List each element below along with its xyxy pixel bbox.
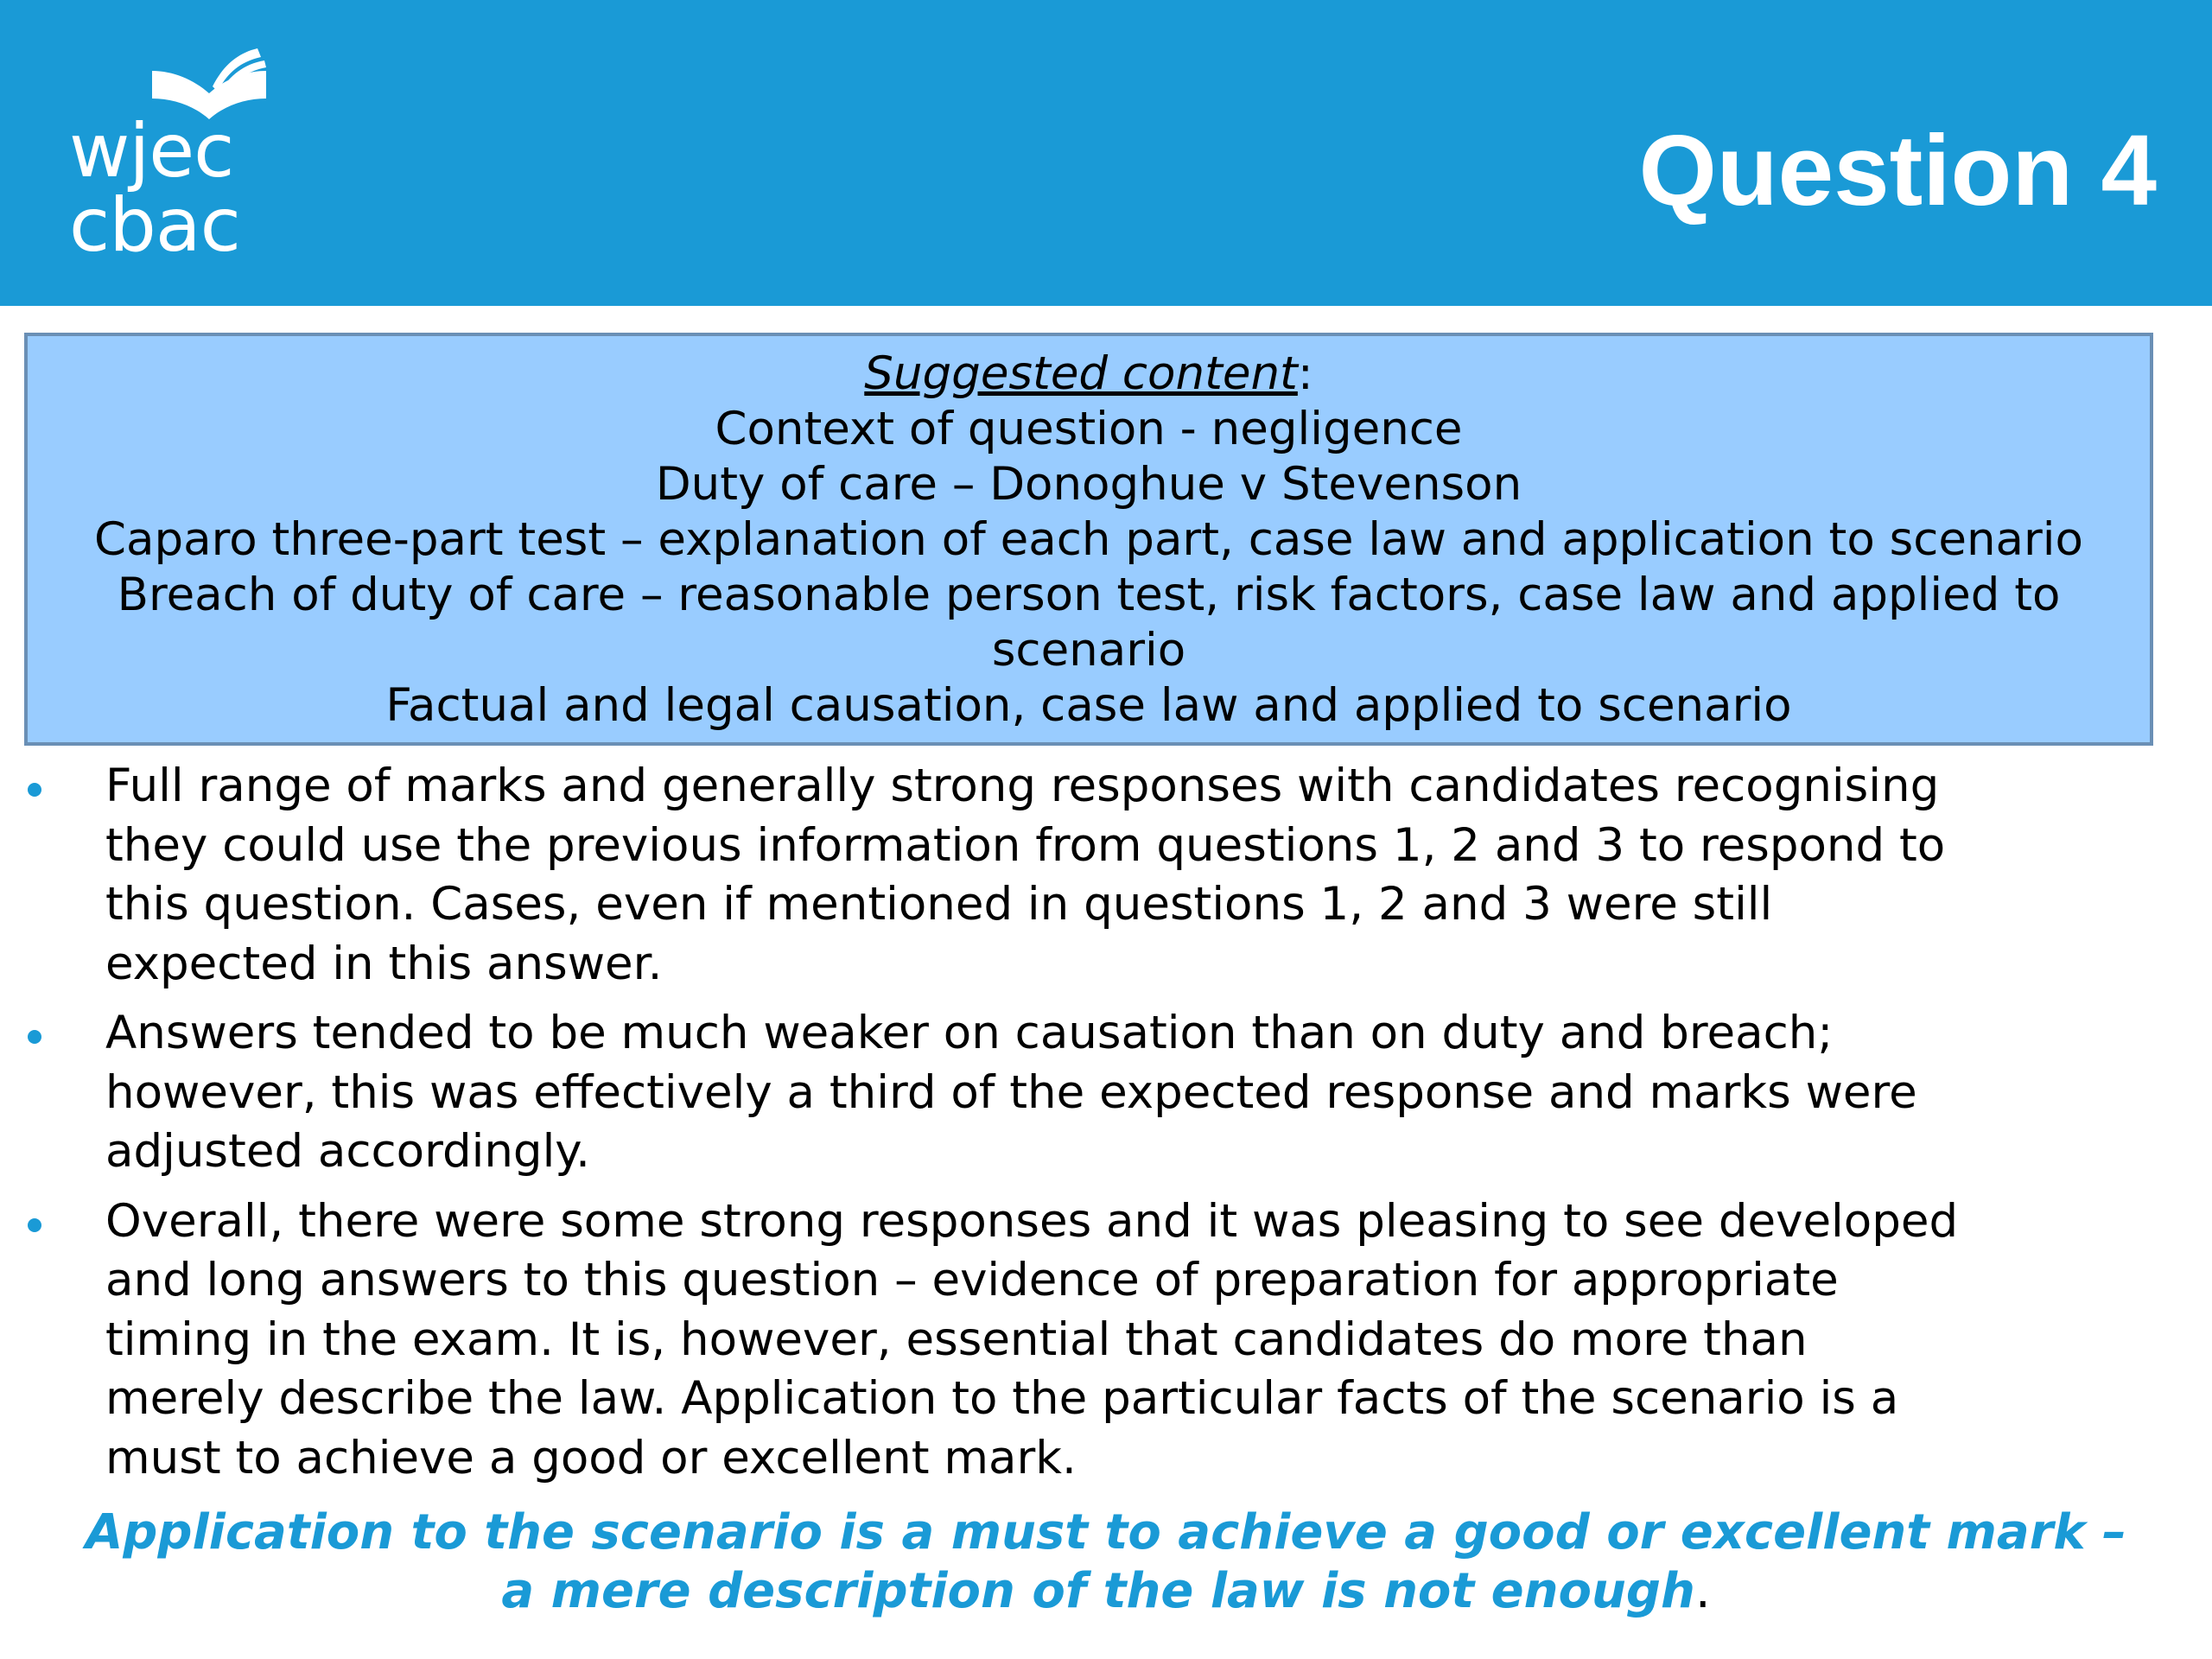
key-message-line-2	[0, 1562, 2212, 1621]
key-message	[0, 1503, 2212, 1621]
bullet-line: however, this was effectively a third of the expected response and marks were	[105, 1065, 1917, 1119]
key-message-period: .	[1694, 1563, 1711, 1619]
bullet-line: merely describe the law. Application to the particular facts of the scenario is a	[105, 1372, 1899, 1425]
suggested-content-line: Duty of care – Donoghue v Stevenson	[655, 458, 1522, 511]
bullet-line: Answers tended to be much weaker on causation than on duty and breach;	[105, 1007, 1834, 1059]
bullet-item	[0, 1004, 2212, 1182]
suggested-content-line: Factual and legal causation, case law and applied to scenario	[385, 679, 1792, 732]
bullet-line: this question. Cases, even if mentioned in questions 1, 2 and 3 were still	[105, 878, 1773, 931]
bullet-line: expected in this answer.	[105, 937, 663, 990]
suggested-content-heading-colon: :	[1297, 347, 1313, 400]
bullet-item	[0, 757, 2212, 994]
bullet-line: and long answers to this question – evidence of preparation for appropriate	[105, 1254, 1839, 1306]
key-message-line-text: a mere description of the law is not enough	[501, 1563, 1695, 1619]
bullet-line: they could use the previous information from questions 1, 2 and 3 to respond to	[105, 818, 1946, 872]
bullet-line: adjusted accordingly.	[105, 1125, 590, 1178]
wjec-cbac-logo	[69, 45, 276, 269]
feedback-bullet-list	[0, 757, 2212, 1498]
page-title: Question 4	[1638, 114, 2157, 226]
bullet-item	[0, 1192, 2212, 1489]
logo-text-wjec: wjec	[69, 108, 234, 194]
bullet-line: timing in the exam. It is, however, essential that candidates do more than	[105, 1313, 1808, 1366]
key-message-line: Application to the scenario is a must to achieve a good or excellent mark –	[85, 1504, 2127, 1560]
suggested-content-line: scenario	[991, 624, 1186, 677]
bullet-dot-icon	[28, 1218, 41, 1232]
bullet-dot-icon	[28, 1030, 41, 1044]
bullet-line: must to achieve a good or excellent mark.	[105, 1431, 1077, 1484]
logo-text-cbac: cbac	[69, 182, 240, 269]
bullet-dot-icon	[28, 783, 41, 797]
suggested-content-heading	[28, 346, 2150, 402]
suggested-content-box	[24, 333, 2153, 746]
bullet-line: Full range of marks and generally strong responses with candidates recognising	[105, 760, 1940, 812]
suggested-content-line: Caparo three-part test – explanation of each part, case law and application to scenario	[94, 513, 2083, 566]
bullet-line: Overall, there were some strong responses and it was pleasing to see developed	[105, 1194, 1959, 1248]
suggested-content-heading-text: Suggested content	[864, 347, 1298, 400]
suggested-content-line: Context of question - negligence	[715, 403, 1463, 455]
suggested-content-line: Breach of duty of care – reasonable person test, risk factors, case law and applied to	[117, 569, 2061, 621]
header-bar	[0, 0, 2212, 306]
